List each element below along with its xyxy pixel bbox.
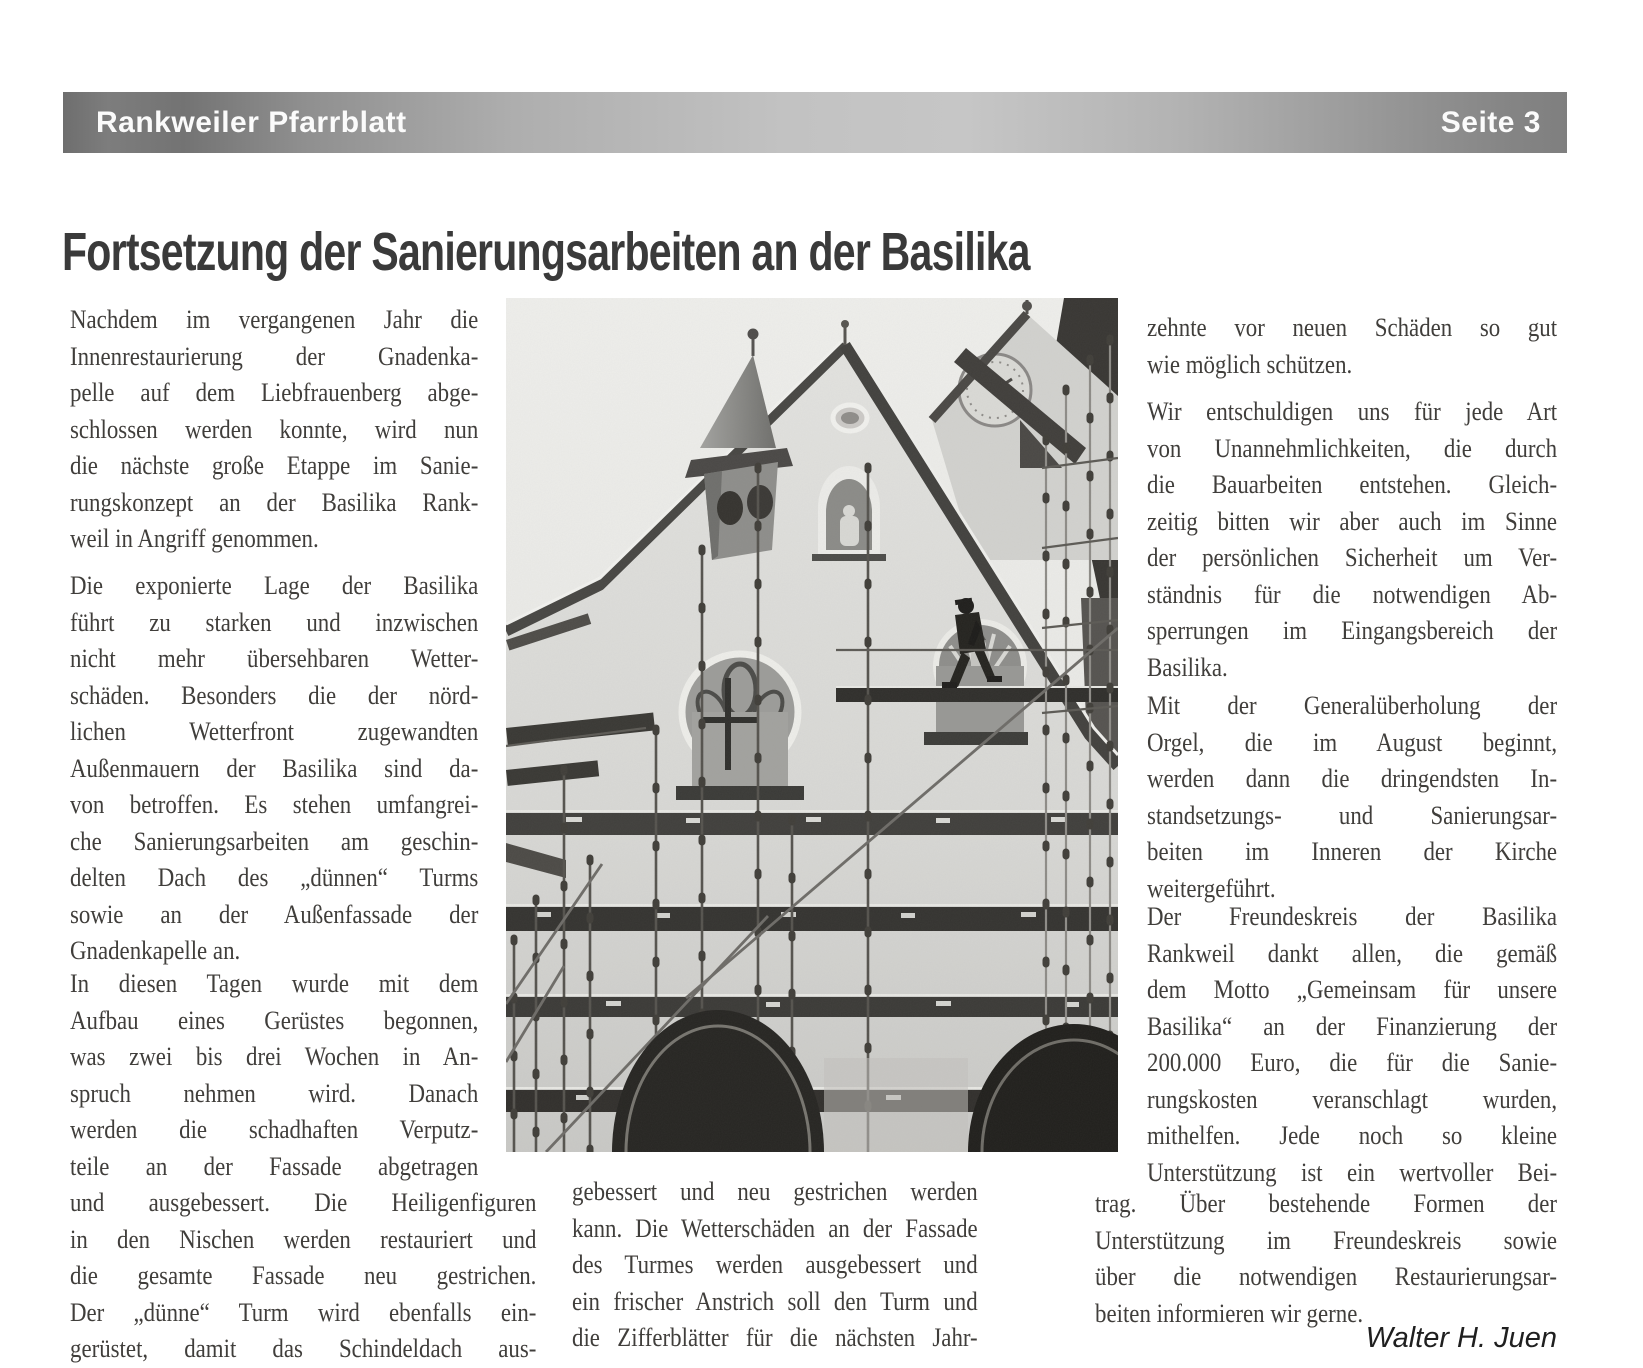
text-line: Nachdem im vergangenen Jahr die xyxy=(70,305,479,334)
text-line: dem Motto „Gemeinsam für unsere xyxy=(1147,975,1558,1004)
paragraph-right-4-wide xyxy=(1095,1186,1557,1332)
text-line: Unterstützung ist ein wertvoller Bei- xyxy=(1147,1157,1558,1187)
paragraph-right-2 xyxy=(1147,394,1557,686)
text-line: Die exponierte Lage der Basilika xyxy=(70,571,479,600)
text-line: trag. Über bestehende Formen der xyxy=(1095,1189,1557,1218)
text-line: des Turmes werden ausgebessert und xyxy=(572,1250,978,1279)
text-line: kann. Die Wetterschäden an der Fassade xyxy=(572,1213,978,1243)
text-line: standsetzungs- und Sanierungsar- xyxy=(1147,800,1558,830)
text-line: zeitig bitten wir aber auch im Sinne xyxy=(1147,506,1558,536)
paragraph-right-1 xyxy=(1147,310,1557,383)
header-bar xyxy=(63,92,1567,153)
text-line: Orgel, die im August beginnt, xyxy=(1147,727,1558,757)
text-line: die gesamte Fassade neu gestrichen. xyxy=(70,1261,537,1290)
text-line: von betroffen. Es stehen umfangrei- xyxy=(70,790,479,819)
text-line: Rankweil dankt allen, die gemäß xyxy=(1147,938,1558,968)
paragraph-left-2 xyxy=(70,568,478,970)
text-line: schäden. Besonders die der nörd- xyxy=(70,680,479,710)
text-line: gebessert und neu gestrichen werden xyxy=(572,1177,978,1206)
photo-grain-overlay xyxy=(506,298,1118,1152)
text-line: ständnis für die notwendigen Ab- xyxy=(1147,579,1558,609)
text-line: werden die schadhaften Verputz- xyxy=(70,1115,479,1144)
text-line: delten Dach des „dünnen“ Turms xyxy=(70,863,479,892)
text-line: Basilika“ an der Finanzierung der xyxy=(1147,1011,1558,1041)
paragraph-left-1 xyxy=(70,302,478,558)
text-line: 200.000 Euro, die für die Sanie- xyxy=(1147,1048,1558,1077)
text-line: Innenrestaurierung der Gnadenka- xyxy=(70,341,479,371)
article-title: Fortsetzung der Sanierungsarbeiten an der Basilika xyxy=(62,222,1030,282)
text-line: weitergeführt. xyxy=(1147,873,1276,903)
text-line: mithelfen. Jede noch so kleine xyxy=(1147,1121,1558,1150)
text-line: die Zifferblätter für die nächsten Jahr- xyxy=(572,1323,978,1352)
text-line: sowie an der Außenfassade der xyxy=(70,899,479,929)
text-line: Außenmauern der Basilika sind da- xyxy=(70,753,479,783)
text-line: beiten informieren wir gerne. xyxy=(1095,1298,1364,1328)
text-line: Gnadenkapelle an. xyxy=(70,936,241,965)
text-line: lichen Wetterfront zugewandten xyxy=(70,717,479,746)
text-line: beiten im Inneren der Kirche xyxy=(1147,837,1558,866)
paragraph-middle xyxy=(572,1174,978,1357)
text-line: wie möglich schützen. xyxy=(1147,349,1353,379)
text-line: rungskosten veranschlagt wurden, xyxy=(1147,1084,1558,1114)
text-line: was zwei bis drei Wochen in An- xyxy=(70,1042,479,1071)
text-line: die nächste große Etappe im Sanie- xyxy=(70,451,479,480)
author-byline: Walter H. Juen xyxy=(1365,1322,1557,1354)
text-line: ein frischer Anstrich soll den Turm und xyxy=(572,1286,978,1316)
text-line: Der „dünne“ Turm wird ebenfalls ein- xyxy=(70,1297,537,1327)
header-publication-label: Rankweiler Pfarrblatt xyxy=(96,105,407,139)
text-line: Aufbau eines Gerüstes begonnen, xyxy=(70,1005,479,1035)
text-line: nicht mehr übersehbaren Wetter- xyxy=(70,644,479,673)
text-line: Basilika. xyxy=(1147,652,1228,682)
text-line: Der Freundeskreis der Basilika xyxy=(1147,902,1558,931)
text-line: weil in Angriff genommen. xyxy=(70,524,319,553)
church-renovation-photo xyxy=(506,298,1118,1152)
header-page-number: Seite 3 xyxy=(1440,105,1541,139)
paragraph-right-4 xyxy=(1147,899,1557,1191)
text-line: Mit der Generalüberholung der xyxy=(1147,691,1558,720)
text-line: über die notwendigen Restaurierungsar- xyxy=(1095,1262,1557,1291)
text-line: führt zu starken und inzwischen xyxy=(70,607,479,637)
text-line: teile an der Fassade abgetragen xyxy=(70,1151,479,1181)
text-line: die Bauarbeiten entstehen. Gleich- xyxy=(1147,470,1558,499)
paragraph-left-3 xyxy=(70,966,478,1185)
text-line: der persönlichen Sicherheit um Ver- xyxy=(1147,543,1558,572)
text-line: gerüstet, damit das Schindeldach aus- xyxy=(70,1334,537,1363)
text-line: Unterstützung im Freundeskreis sowie xyxy=(1095,1225,1557,1255)
text-line: in den Nischen werden restauriert und xyxy=(70,1224,537,1254)
paragraph-right-3 xyxy=(1147,688,1557,907)
paragraph-left-3-wide xyxy=(70,1185,536,1368)
text-line: rungskonzept an der Basilika Rank- xyxy=(70,487,479,517)
text-line: von Unannehmlichkeiten, die durch xyxy=(1147,433,1558,463)
text-line: zehnte vor neuen Schäden so gut xyxy=(1147,313,1558,342)
text-line: Wir entschuldigen uns für jede Art xyxy=(1147,397,1558,426)
text-line: werden dann die dringendsten In- xyxy=(1147,764,1558,793)
text-line: spruch nehmen wird. Danach xyxy=(70,1078,479,1108)
text-line: pelle auf dem Liebfrauenberg abge- xyxy=(70,378,479,407)
text-line: che Sanierungsarbeiten am geschin- xyxy=(70,826,479,856)
text-line: schlossen werden konnte, wird nun xyxy=(70,414,479,444)
text-line: In diesen Tagen wurde mit dem xyxy=(70,969,479,998)
text-line: und ausgebessert. Die Heiligenfiguren xyxy=(70,1188,537,1217)
text-line: sperrungen im Eingangsbereich der xyxy=(1147,616,1558,645)
